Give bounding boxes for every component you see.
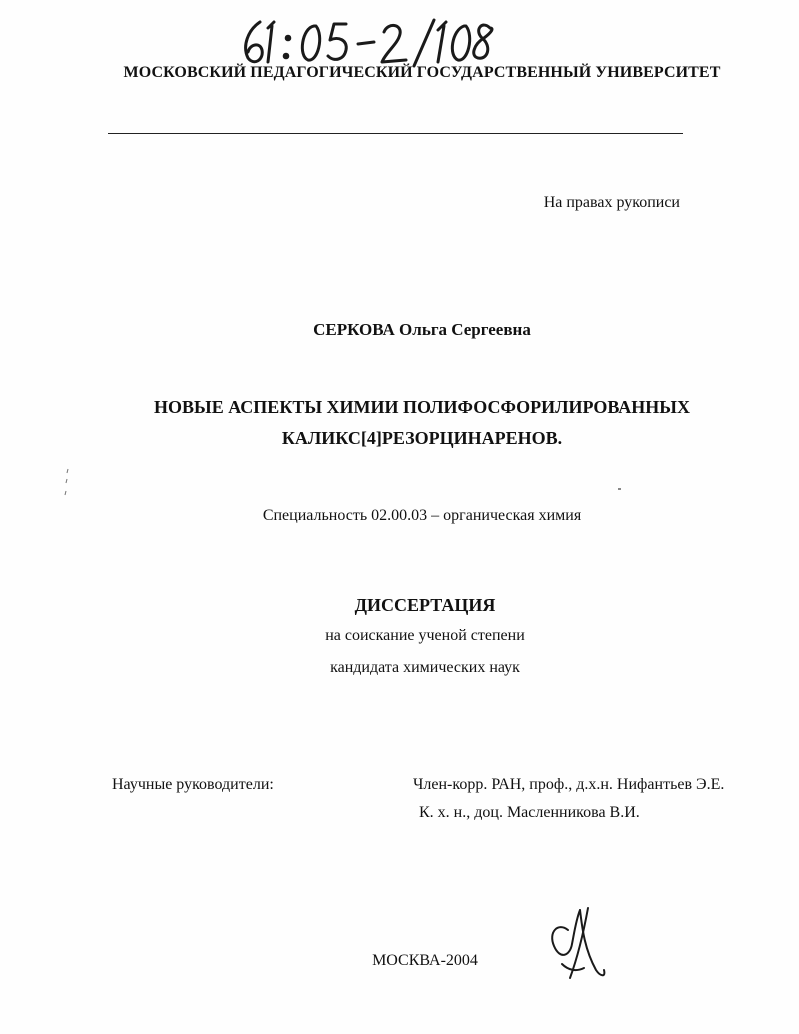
signature: [540, 900, 610, 984]
title-line: НОВЫЕ АСПЕКТЫ ХИМИИ ПОЛИФОСФОРИЛИРОВАННЫХ: [154, 397, 690, 417]
paper-speck: [618, 488, 621, 490]
supervisor-entry: К. х. н., доц. Масленникова В.И.: [419, 804, 640, 821]
handwritten-archive-code: [238, 16, 498, 68]
supervisor-entry: Член-корр. РАН, проф., д.х.н. Нифантьев Э.Е.: [413, 776, 725, 793]
title-line: КАЛИКС[4]РЕЗОРЦИНАРЕНОВ.: [281, 428, 563, 448]
city-year: МОСКВА-2004: [372, 952, 478, 969]
dissertation-title: [0, 392, 799, 454]
degree-line: на соискание ученой степени: [325, 627, 525, 644]
university-name: МОСКОВСКИЙ ПЕДАГОГИЧЕСКИЙ ГОСУДАРСТВЕННЫЙ УНИВЕРСИТЕТ: [123, 64, 721, 81]
specialty-line: Специальность 02.00.03 – органическая химия: [262, 507, 582, 524]
degree-line: кандидата химических наук: [330, 659, 520, 676]
dissertation-type: ДИССЕРТАЦИЯ: [354, 595, 496, 615]
manuscript-rights-note: На правах рукописи: [543, 194, 680, 211]
header-divider: [108, 133, 683, 134]
author-name: СЕРКОВА Ольга Сергеевна: [313, 320, 531, 339]
margin-marks: [60, 465, 74, 505]
supervisors-label: Научные руководители:: [112, 776, 274, 793]
